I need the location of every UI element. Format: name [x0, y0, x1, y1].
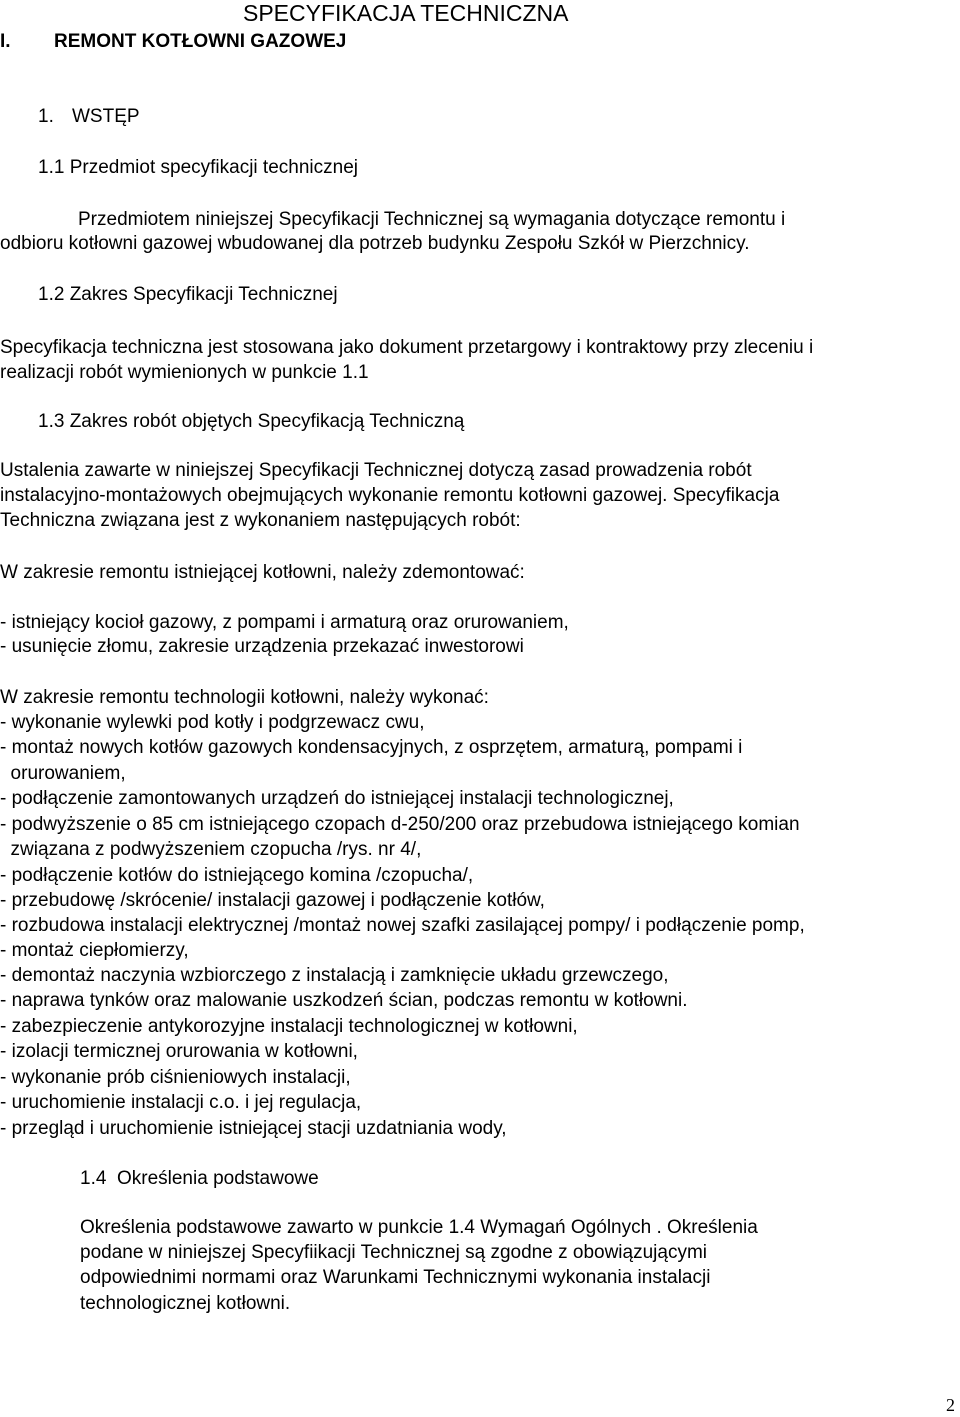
paragraph-line: Techniczna związana jest z wykonaniem następujących robót: [0, 510, 521, 531]
paragraph-line: odpowiednimi normami oraz Warunkami Technicznymi wykonania instalacji [80, 1267, 711, 1288]
paragraph-line: podane w niniejszej Specyfiikacji Technicznej są zgodne z obowiązującymi [80, 1242, 707, 1263]
paragraph-line: odbioru kotłowni gazowej wbudowanej dla potrzeb budynku Zespołu Szkół w Pierzchnicy. [0, 233, 750, 254]
paragraph-line: Specyfikacja techniczna jest stosowana jako dokument przetargowy i kontraktowy przy zleceniu i [0, 337, 814, 358]
list-item: - montaż ciepłomierzy, [0, 940, 189, 961]
list-item: - przegląd i uruchomienie istniejącej stacji uzdatniania wody, [0, 1118, 507, 1139]
list-item: - podłączenie kotłów do istniejącego komina /czopucha/, [0, 865, 474, 886]
list-item-continuation: związana z podwyższeniem czopucha /rys. nr 4/, [0, 839, 422, 860]
list-item: - rozbudowa instalacji elektrycznej /montaż nowej szafki zasilającej pompy/ i podłączenie pomp, [0, 915, 805, 936]
page-number: 2 [946, 1395, 955, 1415]
subsection-heading-1-2: 1.2 Zakres Specyfikacji Technicznej [38, 284, 338, 305]
list-item: - naprawa tynków oraz malowanie uszkodzeń ścian, podczas remontu w kotłowni. [0, 990, 688, 1011]
paragraph-line: Ustalenia zawarte w niniejszej Specyfikacji Technicznej dotyczą zasad prowadzenia robót [0, 460, 752, 481]
paragraph-line: instalacyjno-montażowych obejmujących wykonanie remontu kotłowni gazowej. Specyfikacja [0, 485, 780, 506]
paragraph-line: technologicznej kotłowni. [80, 1293, 291, 1314]
part-number: I. [0, 31, 11, 52]
section-number: 1. [38, 106, 54, 127]
list-item: - uruchomienie instalacji c.o. i jej regulacja, [0, 1092, 362, 1113]
demolition-title: W zakresie remontu istniejącej kotłowni, należy zdemontować: [0, 562, 525, 583]
list-item: - montaż nowych kotłów gazowych kondensacyjnych, z osprzętem, armaturą, pompami i [0, 737, 743, 758]
list-item: - podłączenie zamontowanych urządzeń do istniejącej instalacji technologicznej, [0, 788, 674, 809]
list-item: - izolacji termicznej orurowania w kotłowni, [0, 1041, 358, 1062]
paragraph-line: Określenia podstawowe zawarto w punkcie 1.4 Wymagań Ogólnych . Określenia [80, 1217, 758, 1238]
list-item: - demontaż naczynia wzbiorczego z instalacją i zamknięcie układu grzewczego, [0, 965, 669, 986]
works-title: W zakresie remontu technologii kotłowni, należy wykonać: [0, 687, 489, 708]
list-item: - wykonanie prób ciśnieniowych instalacji, [0, 1067, 351, 1088]
subsection-heading-1-1: 1.1 Przedmiot specyfikacji technicznej [38, 157, 358, 178]
part-title: REMONT KOTŁOWNI GAZOWEJ [54, 31, 347, 52]
subsection-heading-1-4: 1.4 Określenia podstawowe [80, 1168, 319, 1189]
paragraph-line: Przedmiotem niniejszej Specyfikacji Technicznej są wymagania dotyczące remontu i [78, 209, 786, 230]
subsection-heading-1-3: 1.3 Zakres robót objętych Specyfikacją Techniczną [38, 411, 465, 432]
list-item: - podwyższenie o 85 cm istniejącego czopach d-250/200 oraz przebudowa istniejącego komian [0, 814, 800, 835]
list-item: - istniejący kocioł gazowy, z pompami i armaturą oraz orurowaniem, [0, 612, 569, 633]
list-item: - zabezpieczenie antykorozyjne instalacji technologicznej w kotłowni, [0, 1016, 578, 1037]
list-item: - przebudowę /skrócenie/ instalacji gazowej i podłączenie kotłów, [0, 890, 545, 911]
section-title: WSTĘP [72, 106, 140, 127]
list-item-continuation: orurowaniem, [0, 763, 126, 784]
list-item: - usunięcie złomu, zakresie urządzenia przekazać inwestorowi [0, 636, 524, 657]
list-item: - wykonanie wylewki pod kotły i podgrzewacz cwu, [0, 712, 425, 733]
paragraph-line: realizacji robót wymienionych w punkcie 1.1 [0, 362, 369, 383]
document-title: SPECYFIKACJA TECHNICZNA [243, 0, 569, 26]
